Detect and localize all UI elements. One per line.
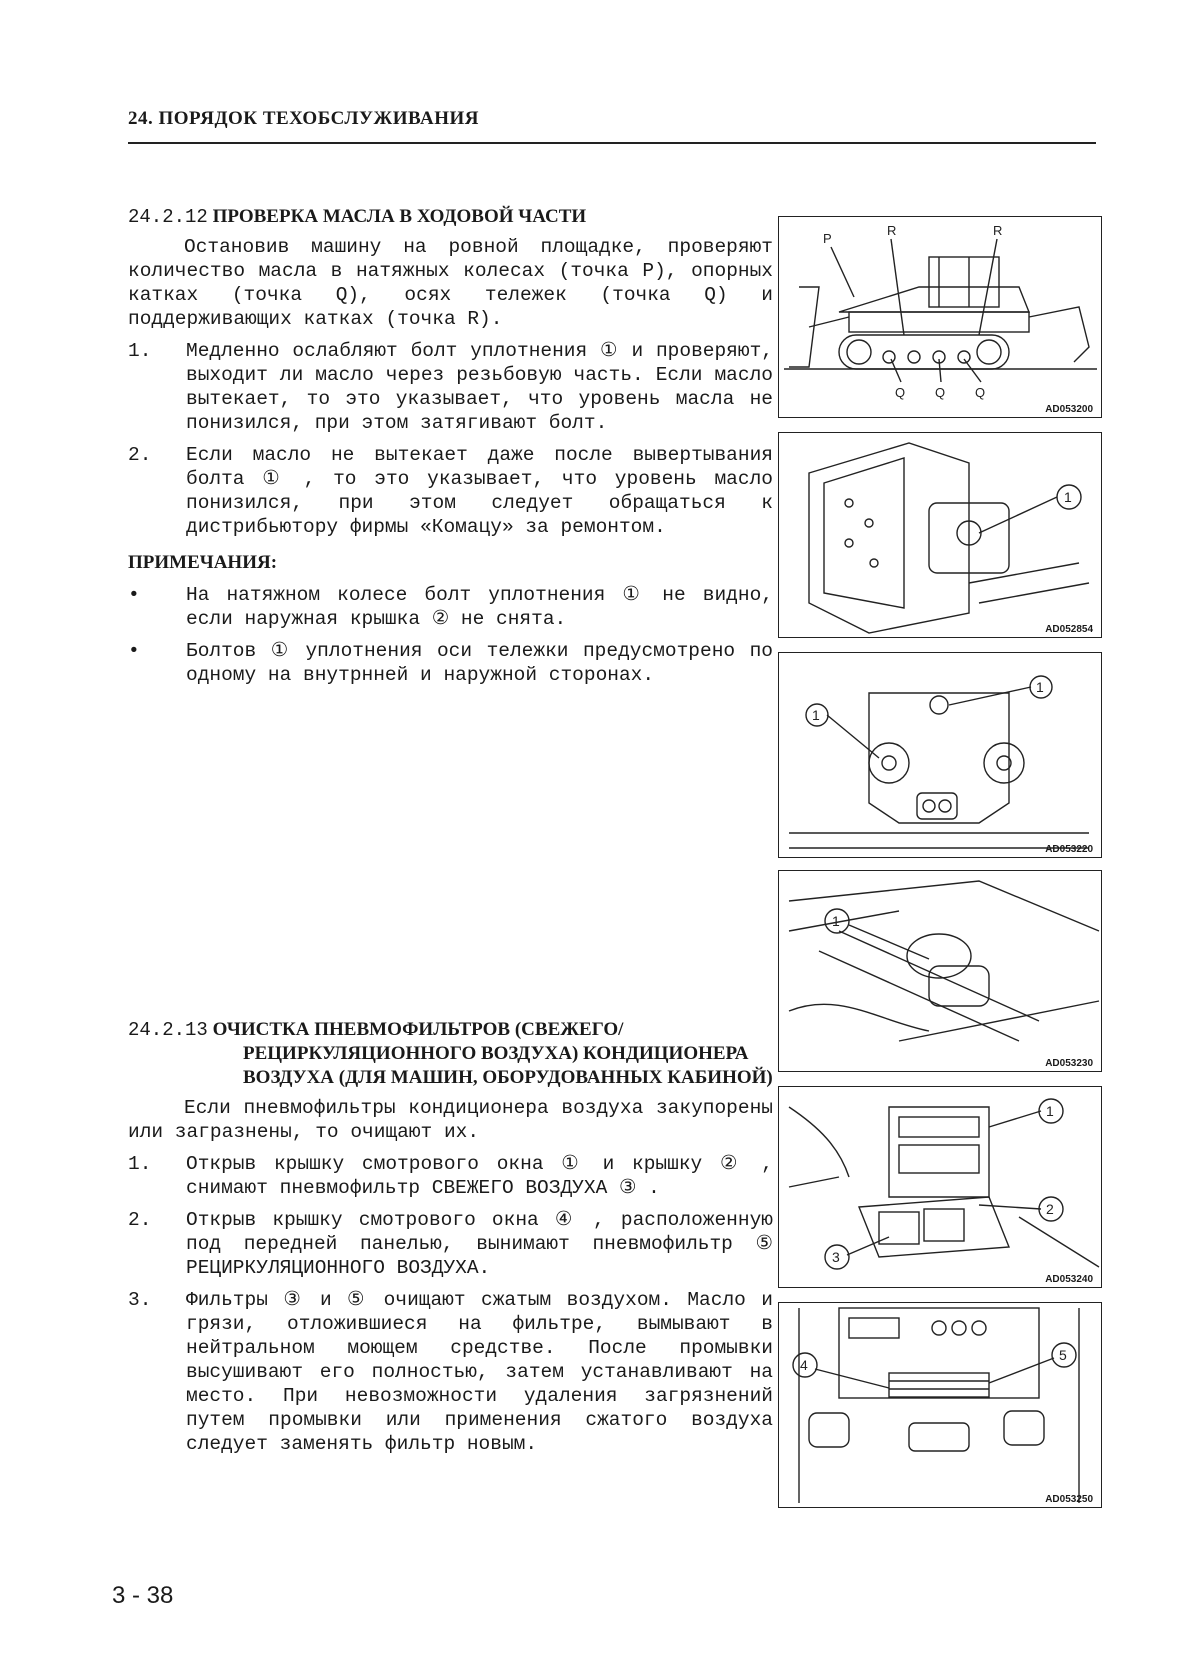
figure-bogie (778, 652, 1102, 858)
note-text: Болтов ① уплотнения оси тележки предусмотрено по одному на внутрнней и наружной сторонах. (186, 640, 773, 686)
step-marker: 3. (128, 1289, 152, 1311)
fig-label: 1 (1036, 679, 1044, 695)
step-marker: 2. (128, 1209, 152, 1231)
fig-label: Q (935, 385, 946, 400)
list-item (128, 1152, 773, 1200)
figure-fresh-air-filter (778, 1086, 1102, 1288)
notes-title: ПРИМЕЧАНИЯ: (128, 552, 278, 573)
step-marker: 1. (128, 1153, 152, 1175)
fig-label: R (887, 223, 897, 238)
fig-label: 5 (1059, 1347, 1067, 1363)
section-intro: Остановив машину на ровной площадке, проверяют количество масла в натяжных колесах (точка P), опорных катках (точка Q), осях тележек (точка Q) и поддерживающих катках (точка R). (128, 236, 773, 330)
carrier-roller-illustration (779, 871, 1101, 1071)
list-item (128, 639, 773, 687)
fig-label: 3 (832, 1249, 840, 1265)
section-number: 24.2.12 (128, 206, 208, 228)
bogie-illustration (779, 653, 1101, 857)
figure-code: AD053230 (1045, 1058, 1093, 1069)
step-text: Медленно ослабляют болт уплотнения ① и проверяют, выходит ли масло через резьбовую часть. Если масло вытекает, то это указывает, что уровень масла не понизился, при этом затягивают болт. (186, 340, 773, 434)
page-header: 24. ПОРЯДОК ТЕХОБСЛУЖИВАНИЯ (128, 108, 1096, 144)
figure-idler (778, 432, 1102, 638)
step-marker: 2. (128, 444, 152, 466)
bullet-marker: • (128, 640, 140, 662)
figure-code: AD053200 (1045, 404, 1093, 415)
fresh-air-filter-illustration (779, 1087, 1101, 1287)
section-number: 24.2.13 (128, 1019, 208, 1041)
step-text: Открыв крышку смотрового окна ① и крышку ② , снимают пневмофильтр СВЕЖЕГО ВОЗДУХА ③ . (186, 1153, 773, 1199)
section-title (128, 205, 773, 229)
figure-code: AD053220 (1045, 844, 1093, 855)
step-text: Фильтры ③ и ⑤ очищают сжатым воздухом. Масло и грязи, отложившиеся на фильтре, вымывают в нейтральном моющем средстве. После промывки высушивают его полностью, затем устанавливают на место. При невозможности удаления загрязнений путем промывки или применения сжатого воздуха следует заменять фильтр новым. (186, 1289, 773, 1455)
list-item (128, 583, 773, 631)
figure-code: AD053240 (1045, 1274, 1093, 1285)
fig-label: 1 (812, 707, 820, 723)
bulldozer-illustration (779, 217, 1101, 417)
section-air-filter (128, 1018, 773, 1464)
note-text: На натяжном колесе болт уплотнения ① не видно, если наружная крышка ② не снята. (186, 584, 773, 630)
step-text: Открыв крышку смотрового окна ④ , расположенную под передней панелью, вынимают пневмофильтр ⑤ РЕЦИРКУЛЯЦИОННОГО ВОЗДУХА. (186, 1209, 773, 1279)
figure-code: AD053250 (1045, 1494, 1093, 1505)
section-oil-check (128, 205, 773, 695)
section-heading: ПРОВЕРКА МАСЛА В ХОДОВОЙ ЧАСТИ (212, 206, 587, 227)
step-text: Если масло не вытекает даже после вывертывания болта ① , то это указывает, что уровень масло понизился, при этом следует обращаться к дистрибьютору фирмы «Комацу» за ремонтом. (186, 444, 773, 538)
fig-label: 1 (1046, 1103, 1054, 1119)
list-item (128, 339, 773, 435)
step-marker: 1. (128, 340, 152, 362)
figure-recirculation-filter (778, 1302, 1102, 1508)
fig-label: Q (975, 385, 986, 400)
list-item (128, 1288, 773, 1456)
section-title (128, 1018, 773, 1090)
list-item (128, 443, 773, 539)
fig-label: 4 (800, 1357, 808, 1373)
page-number: 3 - 38 (112, 1582, 174, 1609)
fig-label: R (993, 223, 1003, 238)
figure-carrier-roller (778, 870, 1102, 1072)
figure-bulldozer (778, 216, 1102, 418)
notes-list (128, 583, 773, 687)
steps-list (128, 1152, 773, 1456)
list-item (128, 1208, 773, 1280)
fig-label: 1 (832, 913, 840, 929)
section-heading: ОЧИСТКА ПНЕВМОФИЛЬТРОВ (СВЕЖЕГО/РЕЦИРКУЛЯЦИОННОГО ВОЗДУХА) КОНДИЦИОНЕРА ВОЗДУХА (ДЛЯ МАШИН, ОБОРУДОВАННЫХ КАБИНОЙ) (212, 1019, 773, 1088)
fig-label: P (823, 231, 832, 246)
fig-label: 2 (1046, 1201, 1054, 1217)
bullet-marker: • (128, 584, 140, 606)
recirculation-filter-illustration (779, 1303, 1101, 1507)
figure-code: AD052854 (1045, 624, 1093, 635)
steps-list (128, 339, 773, 539)
section-intro: Если пневмофильтры кондиционера воздуха закупорены или загразнены, то очищают их. (128, 1097, 773, 1143)
fig-label: 1 (1064, 489, 1072, 505)
fig-label: Q (895, 385, 906, 400)
idler-illustration (779, 433, 1101, 637)
